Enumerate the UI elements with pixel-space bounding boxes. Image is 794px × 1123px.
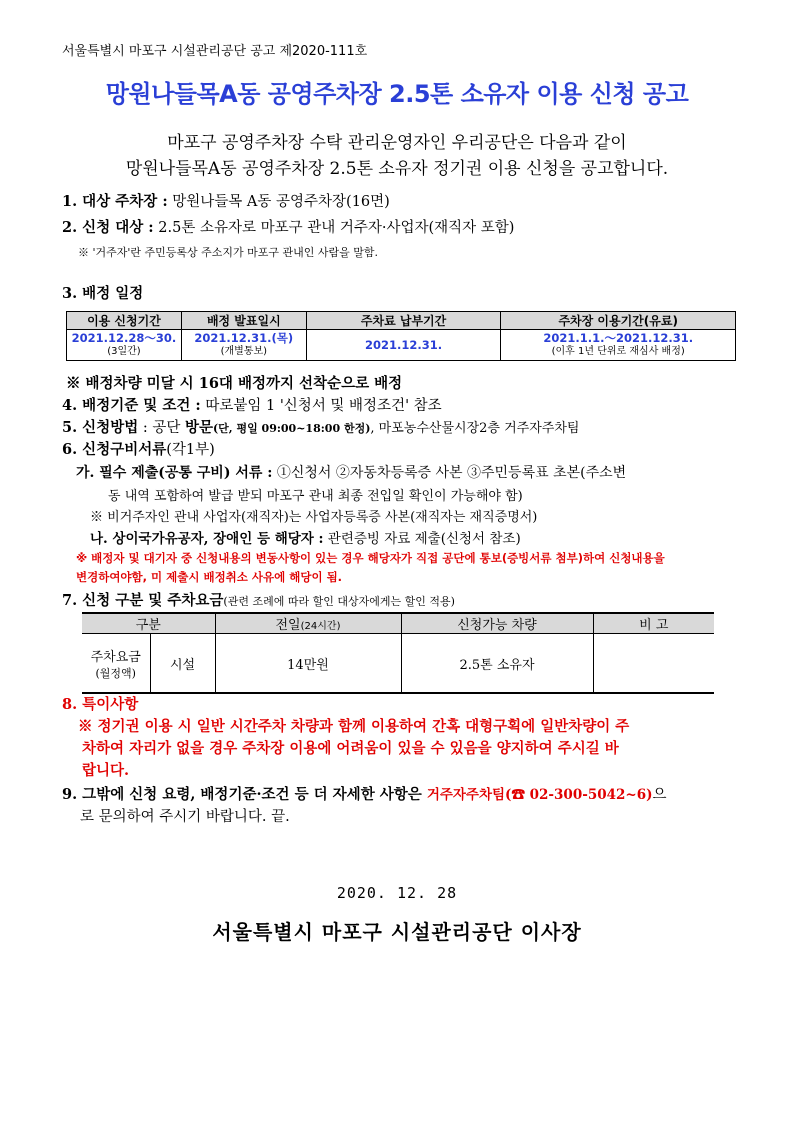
schedule-header: 이용 신청기간 xyxy=(67,312,182,330)
section-7-label: 7. 신청 구분 및 주차요금 xyxy=(62,592,224,609)
fee-header-main: 전일 xyxy=(275,618,301,633)
section-6-b-value: 관련증빙 자료 제출(신청서 참조) xyxy=(323,531,521,547)
fee-header: 비 고 xyxy=(593,613,714,634)
section-9-line-1 xyxy=(62,784,667,806)
schedule-header: 배정 발표일시 xyxy=(181,312,306,330)
section-2 xyxy=(62,216,514,237)
section-9-text-c: 으 xyxy=(652,787,667,803)
schedule-header: 주차장 이용기간(유료) xyxy=(501,312,736,330)
section-5 xyxy=(62,416,579,437)
section-6-red-note xyxy=(76,549,665,587)
notice-number: 서울특별시 마포구 시설관리공단 공고 제2020-111호 xyxy=(62,44,368,59)
section-4-label: 4. 배정기준 및 조건 : xyxy=(62,397,201,414)
section-7 xyxy=(62,589,455,610)
footer-date: 2020. 12. 28 xyxy=(336,884,458,902)
schedule-cell xyxy=(67,330,182,361)
fee-remark xyxy=(593,634,714,694)
section-9 xyxy=(62,784,667,828)
section-9-text-a: 9. 그밖에 신청 요령, 배정기준·조건 등 더 자세한 사항은 xyxy=(62,786,427,803)
fee-type: 시설 xyxy=(150,634,215,694)
schedule-table xyxy=(66,311,736,361)
fee-vehicle: 2.5톤 소유자 xyxy=(401,634,593,694)
section-6-b xyxy=(90,527,521,547)
schedule-cell-sub: (3일간) xyxy=(107,346,141,357)
section-5-label: 5. 신청방법 xyxy=(62,419,139,436)
schedule-cell-main: 2021.12.31.(목) xyxy=(194,331,294,345)
section-8-label: 8. 특이사항 xyxy=(62,696,139,713)
section-6-label-suffix: (각1부) xyxy=(166,442,215,458)
section-2-note: ※ '거주자'란 주민등록상 주소지가 마포구 관내인 사람을 말함. xyxy=(78,246,379,259)
schedule-cell-main: 2021.12.28～30. xyxy=(71,331,177,345)
fee-header: 구분 xyxy=(82,613,215,634)
schedule-cell-sub: (개별통보) xyxy=(220,346,268,357)
section-6-label: 6. 신청구비서류 xyxy=(62,441,167,458)
fee-row xyxy=(82,634,714,694)
section-5-value-b: 방문 xyxy=(184,419,213,436)
section-6-a-cont: 동 내역 포함하여 발급 받되 마포구 관내 최종 전입일 확인이 가능해야 함) xyxy=(108,489,523,504)
schedule-cell-sub: (이후 1년 단위로 재심사 배정) xyxy=(551,346,685,357)
schedule-header-row xyxy=(67,312,736,330)
section-2-label: 2. 신청 대상 : xyxy=(62,219,154,236)
section-9-text-b: 거주자주차팀(☎ 02-300-5042~6) xyxy=(426,787,653,803)
section-1 xyxy=(62,190,390,211)
section-6-red-note-2: 변경하여야함, 미 제출시 배정취소 사유에 해당이 됨. xyxy=(76,570,343,584)
fee-header-row xyxy=(82,613,714,634)
fee-header-sub: (24시간) xyxy=(300,621,341,632)
schedule-header: 주차료 납부기간 xyxy=(306,312,501,330)
page-title: 망원나들목A동 공영주차장 2.5톤 소유자 이용 신청 공고 xyxy=(105,80,689,108)
section-4-value: 따로붙임 1 '신청서 및 배정조건' 참조 xyxy=(200,398,442,414)
section-5-value-c: (단, 평일 09:00~18:00 한정) xyxy=(212,422,371,435)
section-6 xyxy=(62,438,215,459)
schedule-cell xyxy=(181,330,306,361)
fee-row-head-sub: (월정액) xyxy=(95,666,136,680)
section-7-label-suffix: (관련 조례에 따라 할인 대상자에게는 할인 적용) xyxy=(223,595,455,608)
section-9-text-d: 로 문의하여 주시기 바랍니다. 끝. xyxy=(80,809,290,825)
intro-line-2: 망원나들목A동 공영주차장 2.5톤 소유자 정기권 이용 신청을 공고합니다. xyxy=(125,159,669,179)
schedule-cell-main: 2021.1.1.～2021.12.31. xyxy=(543,331,694,345)
section-6-a-label: 가. 필수 제출(공통 구비) 서류 : xyxy=(76,465,273,481)
section-6-b-label: 나. 상이국가유공자, 장애인 등 해당자 : xyxy=(90,531,324,547)
fee-header: 신청가능 차량 xyxy=(401,613,593,634)
section-8-notes xyxy=(78,716,629,782)
schedule-note: ※ 배정차량 미달 시 16대 배정까지 선착순으로 배정 xyxy=(66,375,403,392)
section-6-a-note: ※ 비거주자인 관내 사업자(재직자)는 사업자등록증 사본(재직자는 재직증명서) xyxy=(90,510,538,525)
section-6-red-note-1: ※ 배정자 및 대기자 중 신청내용의 변동사항이 있는 경우 해당자가 직접 공단에 통보(증빙서류 첨부)하여 신청내용을 xyxy=(76,551,665,565)
section-8-note-3: 랍니다. xyxy=(82,762,130,779)
schedule-row xyxy=(67,330,736,361)
footer-org: 서울특별시 마포구 시설관리공단 이사장 xyxy=(212,920,582,944)
section-3-label: 3. 배정 일정 xyxy=(62,285,144,302)
section-1-value: 망원나들목 A동 공영주차장(16면) xyxy=(167,194,390,210)
section-6-a xyxy=(76,462,626,482)
section-5-value-a: : 공단 xyxy=(138,420,185,436)
schedule-cell xyxy=(501,330,736,361)
fee-row-head-main: 주차요금 xyxy=(90,649,141,665)
section-2-value: 2.5톤 소유자로 마포구 관내 거주자·사업자(재직자 포함) xyxy=(153,220,515,236)
fee-header xyxy=(215,613,401,634)
section-8-note-2: 차하여 자리가 없을 경우 주차장 이용에 어려움이 있을 수 있음을 양지하여 주시길 바 xyxy=(82,740,619,757)
schedule-cell xyxy=(306,330,501,361)
fee-amount: 14만원 xyxy=(215,634,401,694)
section-5-value-d: , 마포농수산물시장2층 거주자주차팀 xyxy=(370,421,580,436)
section-8-note-1: ※ 정기권 이용 시 일반 시간주차 차량과 함께 이용하여 간혹 대형구획에 일반차량이 주 xyxy=(78,718,630,735)
intro-line-1: 마포구 공영주차장 수탁 관리운영자인 우리공단은 다음과 같이 xyxy=(167,133,627,153)
fee-table xyxy=(82,612,714,694)
section-1-label: 1. 대상 주차장 : xyxy=(62,193,168,210)
section-4 xyxy=(62,394,442,415)
section-6-a-value: ①신청서 ②자동차등록증 사본 ③주민등록표 초본(주소변 xyxy=(272,465,627,481)
schedule-cell-main: 2021.12.31. xyxy=(365,338,443,352)
fee-row-head xyxy=(82,634,150,694)
